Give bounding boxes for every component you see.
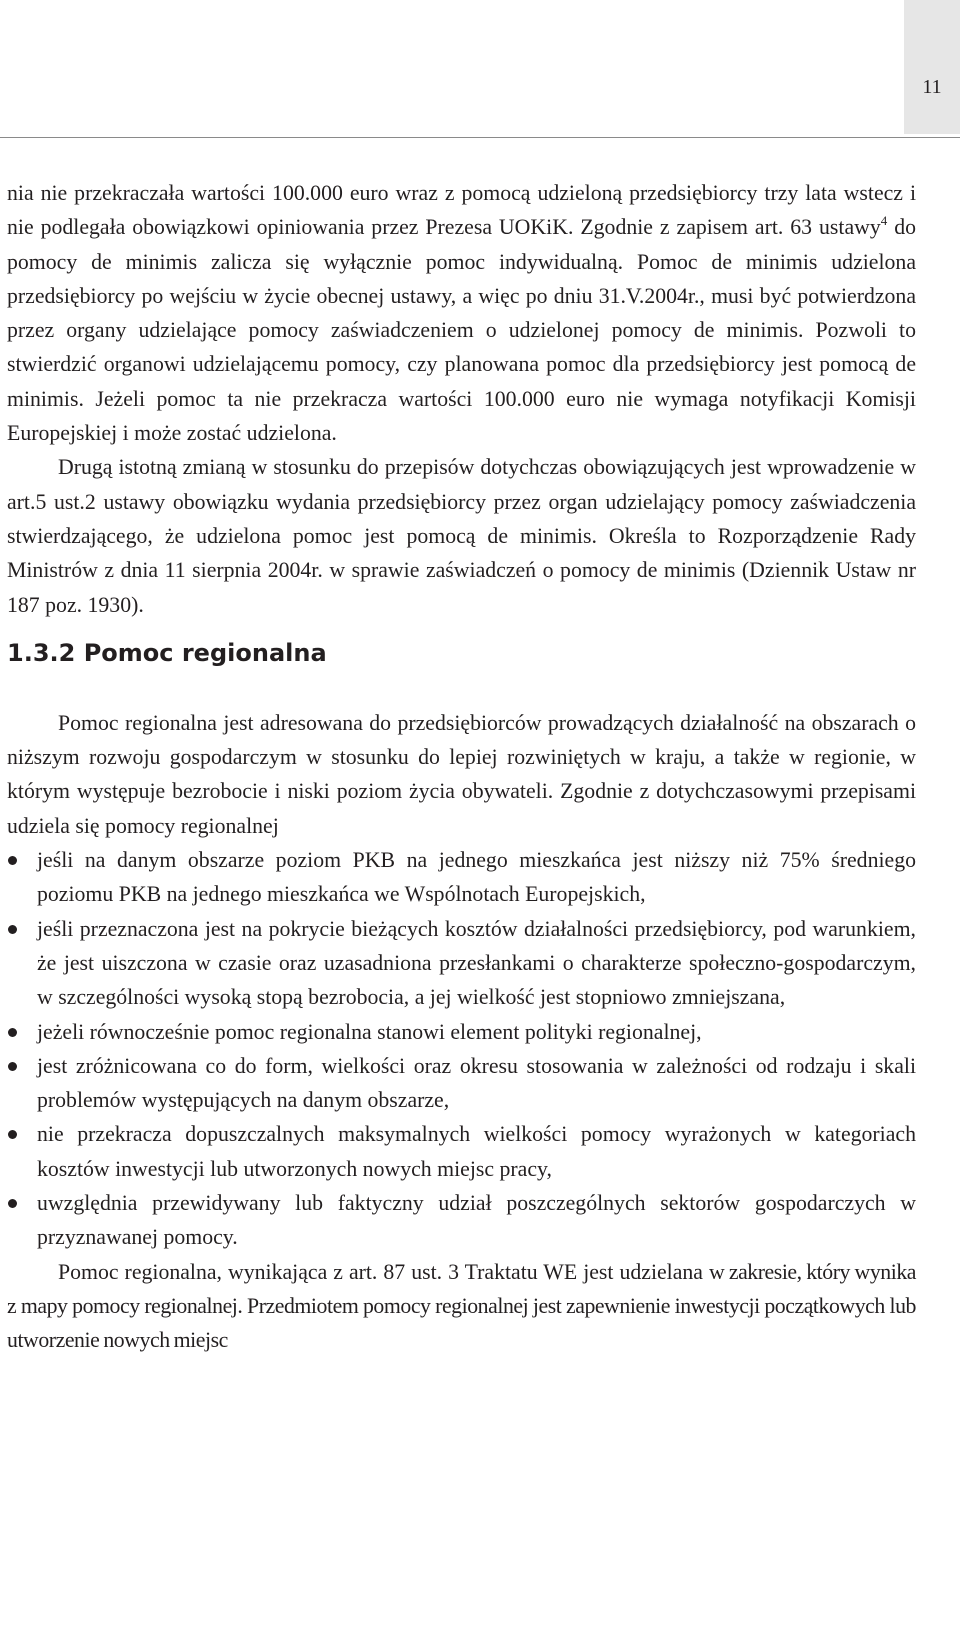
bullet-icon bbox=[8, 1062, 17, 1071]
list-item-text: jeżeli równocześnie pomoc regionalna stanowi element polityki regionalnej, bbox=[37, 1019, 702, 1044]
bullet-icon bbox=[8, 1199, 17, 1208]
footnote-marker: 4 bbox=[880, 213, 888, 229]
page-number: 11 bbox=[922, 76, 942, 98]
paragraph-text: nia nie przekraczała wartości 100.000 euro wraz z pomocą udzieloną przedsiębiorcy trzy lata wstecz i nie podlegała obowiązkowi opiniowania przez Prezesa UOKiK. Zgodnie z zapisem art. 63 ustawy bbox=[7, 181, 916, 240]
list-item-text: jest zróżnicowana co do form, wielkości oraz okresu stosowania w zależności od rodzaju i skali problemów występujących na danym obszarze, bbox=[37, 1053, 916, 1113]
list-item-text: nie przekracza dopuszczalnych maksymalnych wielkości pomocy wyrażonych w kategoriach kosztów inwestycji lub utworzonych nowych miejsc pracy, bbox=[37, 1122, 916, 1181]
bullet-icon bbox=[8, 925, 17, 934]
list-item bbox=[7, 843, 916, 912]
list-item-text: jeśli przeznaczona jest na pokrycie bieżących kosztów działalności przedsiębiorcy, pod warunkiem, że jest uiszczona w czasie oraz uzasadniona przesłankami o charakterze społeczno-gospodarczym, w szczególności wysoką stopą bezrobocia, a jej wielkość jest stopniowo zmniejszana, bbox=[37, 916, 916, 1010]
list-item bbox=[7, 1049, 916, 1118]
paragraph-text: do pomocy de minimis zalicza się wyłącznie pomoc indywidualną. Pomoc de minimis udzielona przedsiębiorcy po wejściu w życie obecnej ustawy, a więc po dniu 31.V.2004r., musi być potwierdzona przez organy udzielające pomocy zaświadczeniem o udzielonej pomocy de minimis. Pozwoli to stwierdzić organowi udzielającemu pomocy, czy planowana pomoc dla przedsiębiorcy jest pomocą de minimis. Jeżeli pomoc ta nie przekracza wartości 100.000 euro nie wymaga notyfikacji Komisji Europejskiej i może zostać udzielona. bbox=[7, 215, 917, 446]
list-item bbox=[7, 1117, 916, 1186]
list-item bbox=[7, 912, 916, 1015]
paragraph-second-change: Drugą istotną zmianą w stosunku do przepisów dotychczas obowiązujących jest wprowadzenie w art.5 ust.2 ustawy obowiązku wydania przedsiębiorcy przez organ udzielający pomocy zaświadczenia stwierdzającego, że udzielona pomoc jest pomocą de minimis. Określa to Rozporządzenie Rady Ministrów z dnia 11 sierpnia 2004r. w sprawie zaświadczeń o pomocy de minimis (Dziennik Ustaw nr 187 poz. 1930). bbox=[7, 455, 916, 617]
header-divider bbox=[0, 137, 960, 138]
paragraph-regional-intro: Pomoc regionalna jest adresowana do przedsiębiorców prowadzących działalność na obszarach o niższym rozwoju gospodarczym w stosunku do lepiej rozwiniętych w kraju, a także w regionie, w którym występuje bezrobocie i niski poziom życia obywateli. Zgodnie z dotychczasowymi przepisami udziela się pomocy regionalnej bbox=[7, 710, 916, 838]
list-item bbox=[7, 1186, 916, 1255]
conditions-list bbox=[7, 843, 916, 1255]
paragraph-de-minimis bbox=[7, 176, 916, 450]
list-item-text: uwzględnia przewidywany lub faktyczny udział poszczególnych sektorów gospodarczych w przyznawanej pomocy. bbox=[37, 1191, 916, 1250]
list-item-text: jeśli na danym obszarze poziom PKB na jednego mieszkańca jest niższy niż 75% średniego poziomu PKB na jednego mieszkańca we Wspólnotach Europejskich, bbox=[37, 848, 916, 907]
page-number-tab bbox=[904, 0, 960, 134]
paragraph-text: Pomoc regionalna, wynikająca z art. 87 ust. 3 Traktatu WE jest udzielana bbox=[58, 1259, 703, 1284]
page-body bbox=[7, 176, 916, 1358]
paragraph-text: w zakresie, który wynika z mapy pomocy regionalnej. Przedmiotem pomocy regionalnej jest zapewnienie inwestycji początkowych lub utworzenie nowych miejsc bbox=[7, 1259, 916, 1353]
list-item bbox=[7, 1015, 916, 1049]
bullet-icon bbox=[8, 1028, 17, 1037]
paragraph-closing bbox=[7, 1255, 916, 1358]
bullet-icon bbox=[8, 1130, 17, 1139]
bullet-icon bbox=[8, 856, 17, 865]
section-heading: 1.3.2 Pomoc regionalna bbox=[7, 638, 327, 667]
